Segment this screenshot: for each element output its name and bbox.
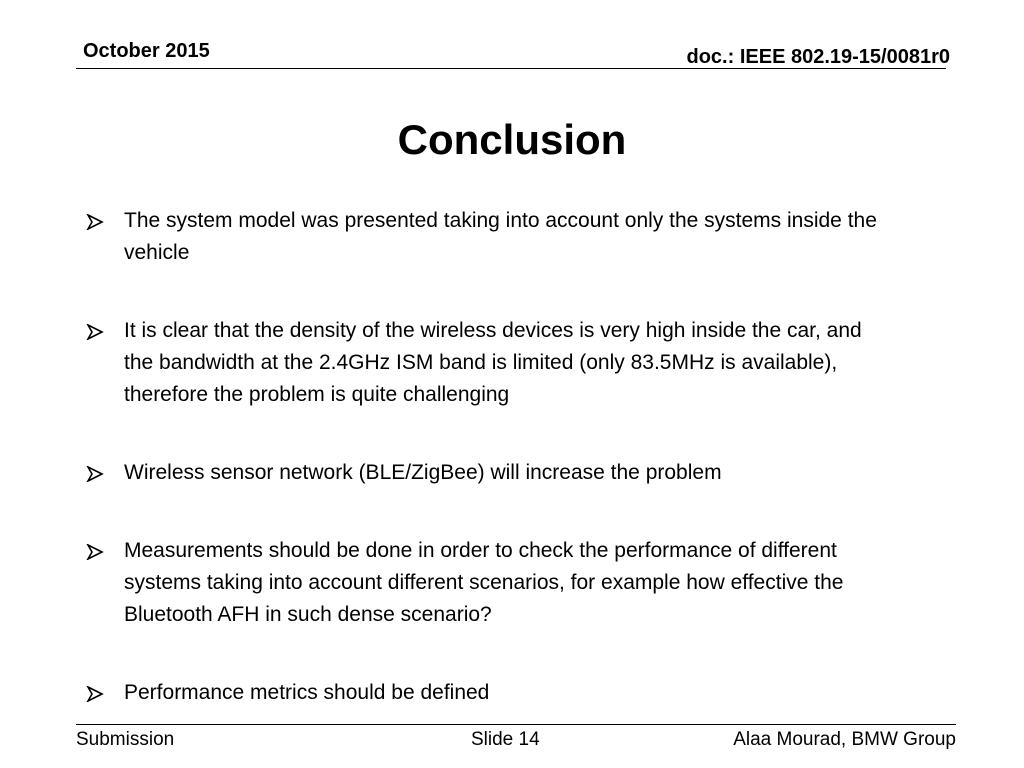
- bullet-text: It is clear that the density of the wireless devices is very high inside the car, and the bandwidth at the 2.4GHz ISM band is limited (only 83.5MHz is available), therefore the problem is quite challenging: [124, 319, 862, 406]
- bullet-item: [82, 677, 902, 709]
- bullet-item: [82, 457, 902, 489]
- slide-title: Conclusion: [397, 116, 627, 163]
- arrowhead-bullet-icon: [86, 214, 104, 230]
- bullet-text: Wireless sensor network (BLE/ZigBee) will increase the problem: [124, 461, 722, 484]
- arrowhead-bullet-icon: [86, 544, 104, 560]
- footer-submission: Submission: [76, 729, 175, 750]
- header-divider: [76, 68, 946, 69]
- footer-slide-number: Slide 14: [471, 729, 540, 750]
- bullet-item: [82, 205, 902, 269]
- bullet-list: [82, 205, 902, 709]
- arrowhead-bullet-icon: [86, 324, 104, 340]
- footer-author: Alaa Mourad, BMW Group: [733, 729, 956, 750]
- bullet-text: The system model was presented taking into account only the systems inside the vehicle: [124, 209, 877, 264]
- bullet-item: [82, 315, 902, 411]
- bullet-item: [82, 535, 902, 631]
- footer-divider: [76, 724, 956, 725]
- arrowhead-bullet-icon: [86, 686, 104, 702]
- header-doc-id: doc.: IEEE 802.19-15/0081r0: [686, 46, 950, 68]
- arrowhead-bullet-icon: [86, 466, 104, 482]
- header-date: October 2015: [83, 40, 210, 62]
- bullet-text: Performance metrics should be defined: [124, 681, 490, 704]
- bullet-text: Measurements should be done in order to check the performance of different systems taking into account different scenarios, for example how effective the Bluetooth AFH in such dense scenario?: [124, 539, 844, 626]
